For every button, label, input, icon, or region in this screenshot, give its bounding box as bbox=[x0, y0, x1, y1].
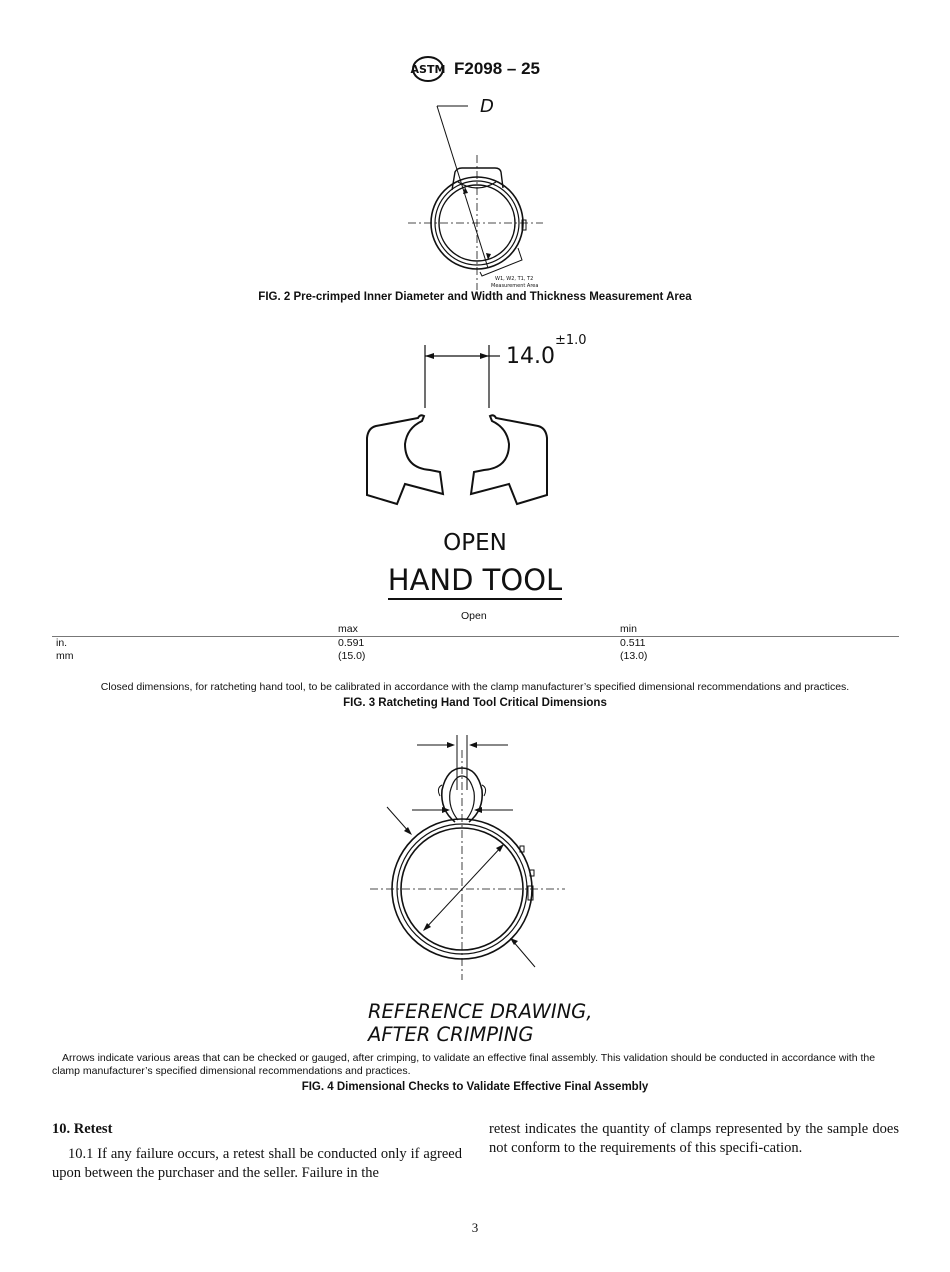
astm-logo-icon bbox=[410, 54, 446, 84]
dimensions-table bbox=[52, 610, 899, 663]
figure-4-caption: FIG. 4 Dimensional Checks to Validate Effective Final Assembly bbox=[301, 1081, 649, 1093]
svg-text:ASTM: ASTM bbox=[410, 63, 446, 76]
label-open: OPEN bbox=[443, 530, 507, 556]
figure-3-drawing bbox=[350, 320, 610, 520]
label-hand-tool: HAND TOOL bbox=[388, 563, 562, 600]
dimension-value: 14.0 bbox=[506, 344, 555, 369]
figure-3-note: Closed dimensions, for ratcheting hand tool, to be calibrated in accordance with the clamp manufacturer’s specified dimensional recommendations and practices. bbox=[100, 681, 850, 693]
figure-4-note: Arrows indicate various areas that can be checked or gauged, after crimping, to validate an effective final assembly. This validation should be conducted in accordance with the clamp manufacturer’s specified dimensional recommendations and practices. bbox=[52, 1052, 876, 1077]
dimension-tolerance: ±1.0 bbox=[555, 333, 587, 348]
figure-2-caption: FIG. 2 Pre-crimped Inner Diameter and Width and Thickness Measurement Area bbox=[258, 291, 692, 303]
section-10-left-column bbox=[52, 1120, 462, 1183]
table-row: in. 0.591 0.511 bbox=[56, 637, 646, 649]
paragraph-10-1-continued: retest indicates the quantity of clamps represented by the sample does not conform to the requirements of this specifi-cation. bbox=[489, 1121, 899, 1156]
section-heading: 10. Retest bbox=[52, 1121, 113, 1137]
document-designation: F2098 – 25 bbox=[453, 59, 540, 78]
table-group-header: Open bbox=[461, 610, 487, 622]
section-10-right-column bbox=[489, 1120, 899, 1158]
figure-2-drawing bbox=[400, 90, 560, 290]
figure-3-caption: FIG. 3 Ratcheting Hand Tool Critical Dimensions bbox=[343, 697, 607, 709]
svg-text:W1, W2, T1, T2: W1, W2, T1, T2 bbox=[495, 276, 534, 282]
column-header-min: min bbox=[620, 623, 637, 635]
page-header bbox=[0, 54, 950, 84]
page-number: 3 bbox=[471, 1220, 479, 1235]
svg-text:Measurement Area: Measurement Area bbox=[491, 283, 539, 289]
table-row: mm (15.0) (13.0) bbox=[56, 650, 648, 662]
figure-4-drawing bbox=[370, 730, 580, 980]
paragraph-10-1: 10.1 If any failure occurs, a retest shall be conducted only if agreed upon between the purchaser and the seller. Failure in the bbox=[52, 1146, 462, 1181]
column-header-max: max bbox=[338, 623, 358, 635]
reference-drawing-label: REFERENCE DRAWING, AFTER CRIMPING bbox=[368, 1000, 593, 1046]
label-d: D bbox=[480, 96, 494, 117]
